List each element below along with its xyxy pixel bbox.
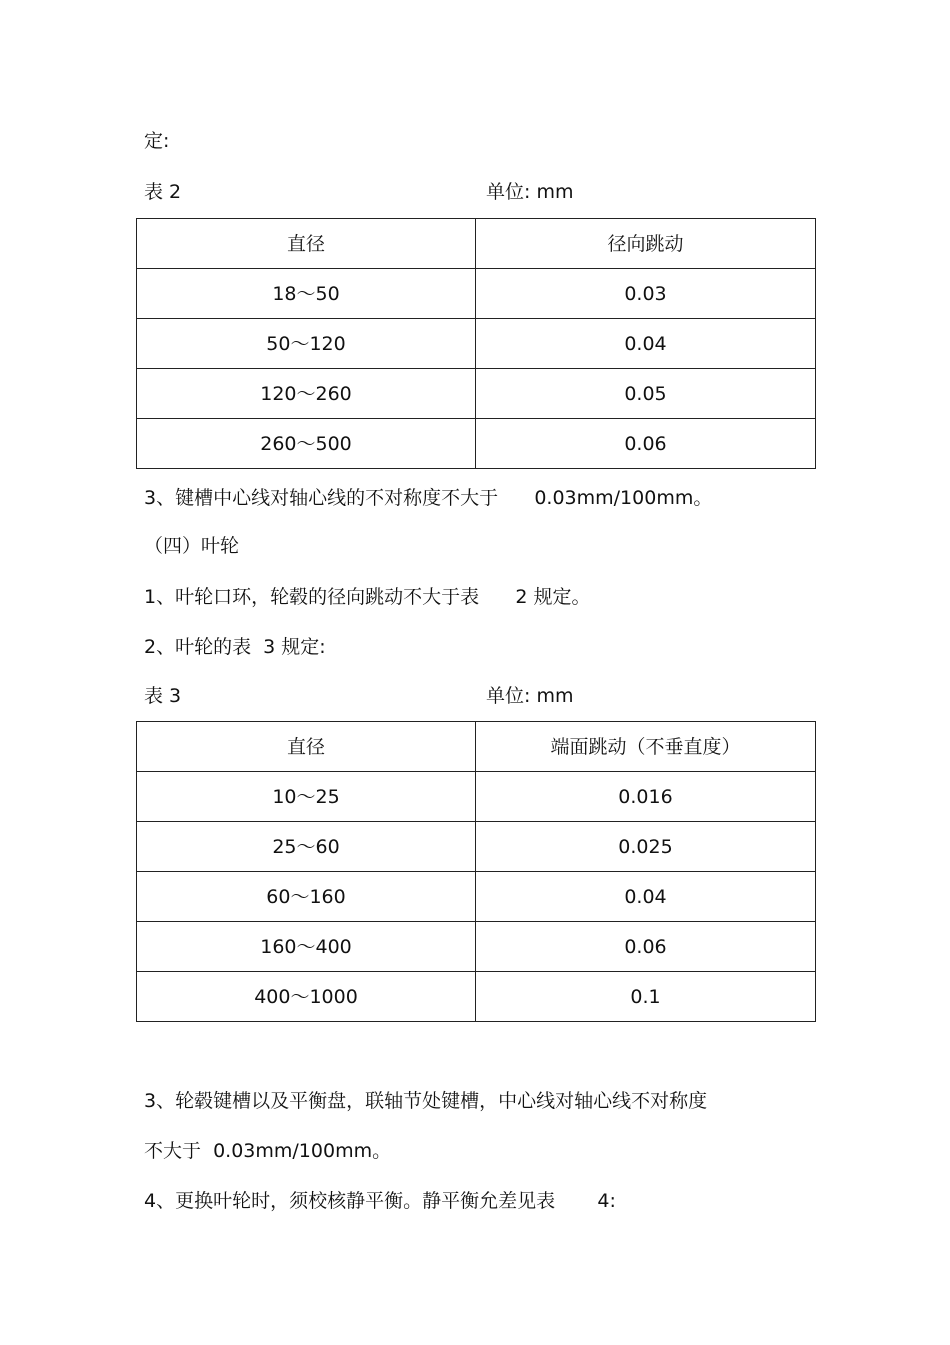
- table2-header-radial-runout: 径向跳动: [476, 219, 816, 269]
- table-cell-diameter: 60～160: [137, 872, 476, 922]
- table-cell-value: 0.025: [476, 822, 816, 872]
- table-row: [137, 369, 816, 419]
- table3-header-diameter: 直径: [137, 722, 476, 772]
- table-cell-value: 0.016: [476, 772, 816, 822]
- table2: [136, 218, 816, 469]
- table-cell-diameter: 160～400: [137, 922, 476, 972]
- table-cell-diameter: 50～120: [137, 319, 476, 369]
- intro-fragment: 定:: [144, 130, 170, 152]
- table-cell-diameter: 120～260: [137, 369, 476, 419]
- table-cell-diameter: 10～25: [137, 772, 476, 822]
- table-row: [137, 972, 816, 1022]
- table3-header-face-runout: 端面跳动（不垂直度）: [476, 722, 816, 772]
- para-impeller-3-line1: 3、轮毂键槽以及平衡盘，联轴节处键槽，中心线对轴心线不对称度: [144, 1090, 708, 1112]
- table-cell-value: 0.03: [476, 269, 816, 319]
- table-cell-value: 0.06: [476, 419, 816, 469]
- para-keyway: 3、键槽中心线对轴心线的不对称度不大于 0.03mm/100mm。: [144, 487, 713, 509]
- table2-caption: 表 2: [144, 181, 182, 203]
- para-impeller-4: 4、更换叶轮时，须校核静平衡。静平衡允差见表 4:: [144, 1190, 616, 1212]
- table-cell-diameter: 18～50: [137, 269, 476, 319]
- table-cell-diameter: 260～500: [137, 419, 476, 469]
- table2-unit: 单位: mm: [486, 181, 574, 203]
- table-row: [137, 269, 816, 319]
- table-row: [137, 922, 816, 972]
- table-row: [137, 822, 816, 872]
- para-impeller-2: 2、叶轮的表 3 规定:: [144, 636, 326, 658]
- table3-caption: 表 3: [144, 685, 182, 707]
- table3: [136, 721, 816, 1022]
- table-cell-value: 0.1: [476, 972, 816, 1022]
- table2-caption-row: [144, 180, 824, 204]
- table-row: [137, 419, 816, 469]
- table-header-row: [137, 722, 816, 772]
- table-cell-diameter: 400～1000: [137, 972, 476, 1022]
- table-header-row: [137, 219, 816, 269]
- table-cell-value: 0.05: [476, 369, 816, 419]
- table-cell-value: 0.04: [476, 872, 816, 922]
- para-impeller-1: 1、叶轮口环，轮毂的径向跳动不大于表 2 规定。: [144, 586, 591, 608]
- table-cell-value: 0.04: [476, 319, 816, 369]
- table-row: [137, 872, 816, 922]
- table-row: [137, 772, 816, 822]
- section-impeller: （四）叶轮: [144, 535, 240, 557]
- table3-caption-row: [144, 684, 824, 708]
- table3-unit: 单位: mm: [486, 685, 574, 707]
- table2-header-diameter: 直径: [137, 219, 476, 269]
- table-cell-diameter: 25～60: [137, 822, 476, 872]
- para-impeller-3-line2: 不大于 0.03mm/100mm。: [144, 1140, 392, 1162]
- table-cell-value: 0.06: [476, 922, 816, 972]
- table-row: [137, 319, 816, 369]
